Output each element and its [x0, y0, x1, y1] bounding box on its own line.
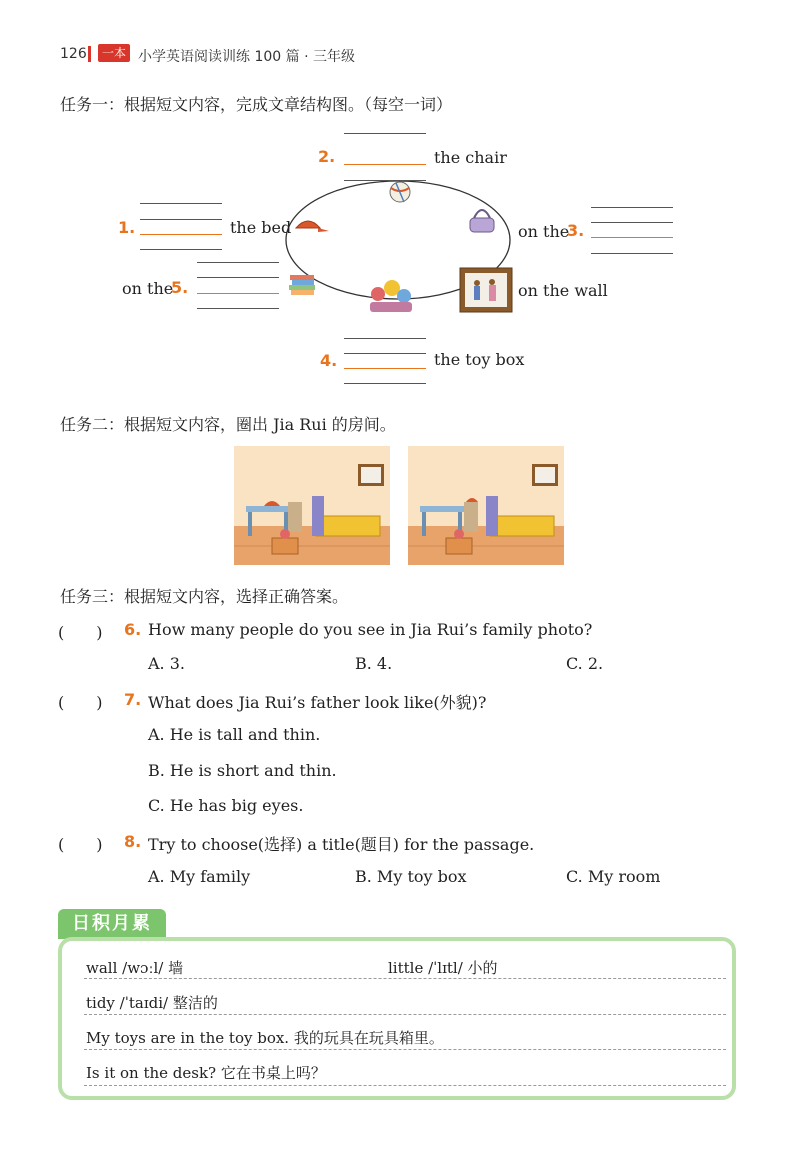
- q6-option-c[interactable]: C. 2.: [566, 654, 604, 673]
- ball-icon: [390, 182, 410, 202]
- q8-number: 8.: [124, 832, 142, 851]
- vocab-sentence-2: Is it on the desk? 它在书桌上吗？: [86, 1064, 326, 1082]
- brand-logo: 一本: [98, 44, 130, 62]
- q6-option-b[interactable]: B. 4.: [355, 654, 393, 673]
- q6-option-a[interactable]: A. 3.: [148, 654, 185, 673]
- item-1-number: 1.: [118, 218, 136, 237]
- book-title: 小学英语阅读训练 100 篇 · 三年级: [138, 49, 355, 65]
- q7-answer-blank[interactable]: ( ): [58, 693, 103, 712]
- q7-option-b[interactable]: B. He is short and thin.: [148, 761, 337, 780]
- vocab-title-tab: 日积月累: [58, 909, 166, 939]
- vocab-word-wall: wall /wɔːl/ 墙: [86, 959, 184, 977]
- item-1-label: the bed: [230, 218, 292, 237]
- room-picture-b[interactable]: [408, 446, 564, 565]
- q6-number: 6.: [124, 620, 142, 639]
- item-2-number: 2.: [318, 147, 336, 166]
- item-3-number: 3.: [567, 221, 585, 240]
- q7-number: 7.: [124, 690, 142, 709]
- q7-text: What does Jia Rui’s father look like(外貌)?: [148, 693, 487, 712]
- item-2-label: the chair: [434, 148, 507, 167]
- page-number: 126: [60, 46, 87, 62]
- q7-option-c[interactable]: C. He has big eyes.: [148, 796, 304, 815]
- cap-icon: [296, 221, 329, 232]
- wall-label: on the wall: [518, 281, 608, 300]
- task3-title: 任务三：根据短文内容，选择正确答案。: [60, 587, 349, 606]
- header-divider: [88, 46, 91, 62]
- item-3-prefix: on the: [518, 222, 570, 241]
- vocab-word-tidy: tidy /ˈtaɪdi/ 整洁的: [86, 994, 218, 1012]
- item-4-label: the toy box: [434, 350, 525, 369]
- item-5-number: 5.: [171, 278, 189, 297]
- structure-diagram: [0, 120, 800, 420]
- q6-text: How many people do you see in Jia Rui’s family photo?: [148, 620, 593, 639]
- books-icon: [289, 275, 315, 295]
- q7-option-a[interactable]: A. He is tall and thin.: [148, 725, 321, 744]
- q8-option-b[interactable]: B. My toy box: [355, 867, 467, 886]
- q8-answer-blank[interactable]: ( ): [58, 835, 103, 854]
- vocab-word-little: little /ˈlɪtl/ 小的: [388, 959, 498, 977]
- q8-option-a[interactable]: A. My family: [148, 867, 251, 886]
- q8-option-c[interactable]: C. My room: [566, 867, 661, 886]
- item-5-prefix: on the: [122, 279, 174, 298]
- toys-icon: [370, 280, 412, 312]
- room-picture-a[interactable]: [234, 446, 390, 565]
- vocab-sentence-1: My toys are in the toy box. 我的玩具在玩具箱里。: [86, 1029, 444, 1047]
- task1-title: 任务一：根据短文内容，完成文章结构图。（每空一词）: [60, 95, 453, 114]
- item-4-number: 4.: [320, 351, 338, 370]
- task2-title: 任务二：根据短文内容，圈出 Jia Rui 的房间。: [60, 415, 396, 434]
- family-photo-icon: [460, 268, 512, 312]
- q6-answer-blank[interactable]: ( ): [58, 623, 103, 642]
- bag-icon: [470, 210, 494, 232]
- q8-text: Try to choose(选择) a title(题目) for the passage.: [148, 835, 535, 854]
